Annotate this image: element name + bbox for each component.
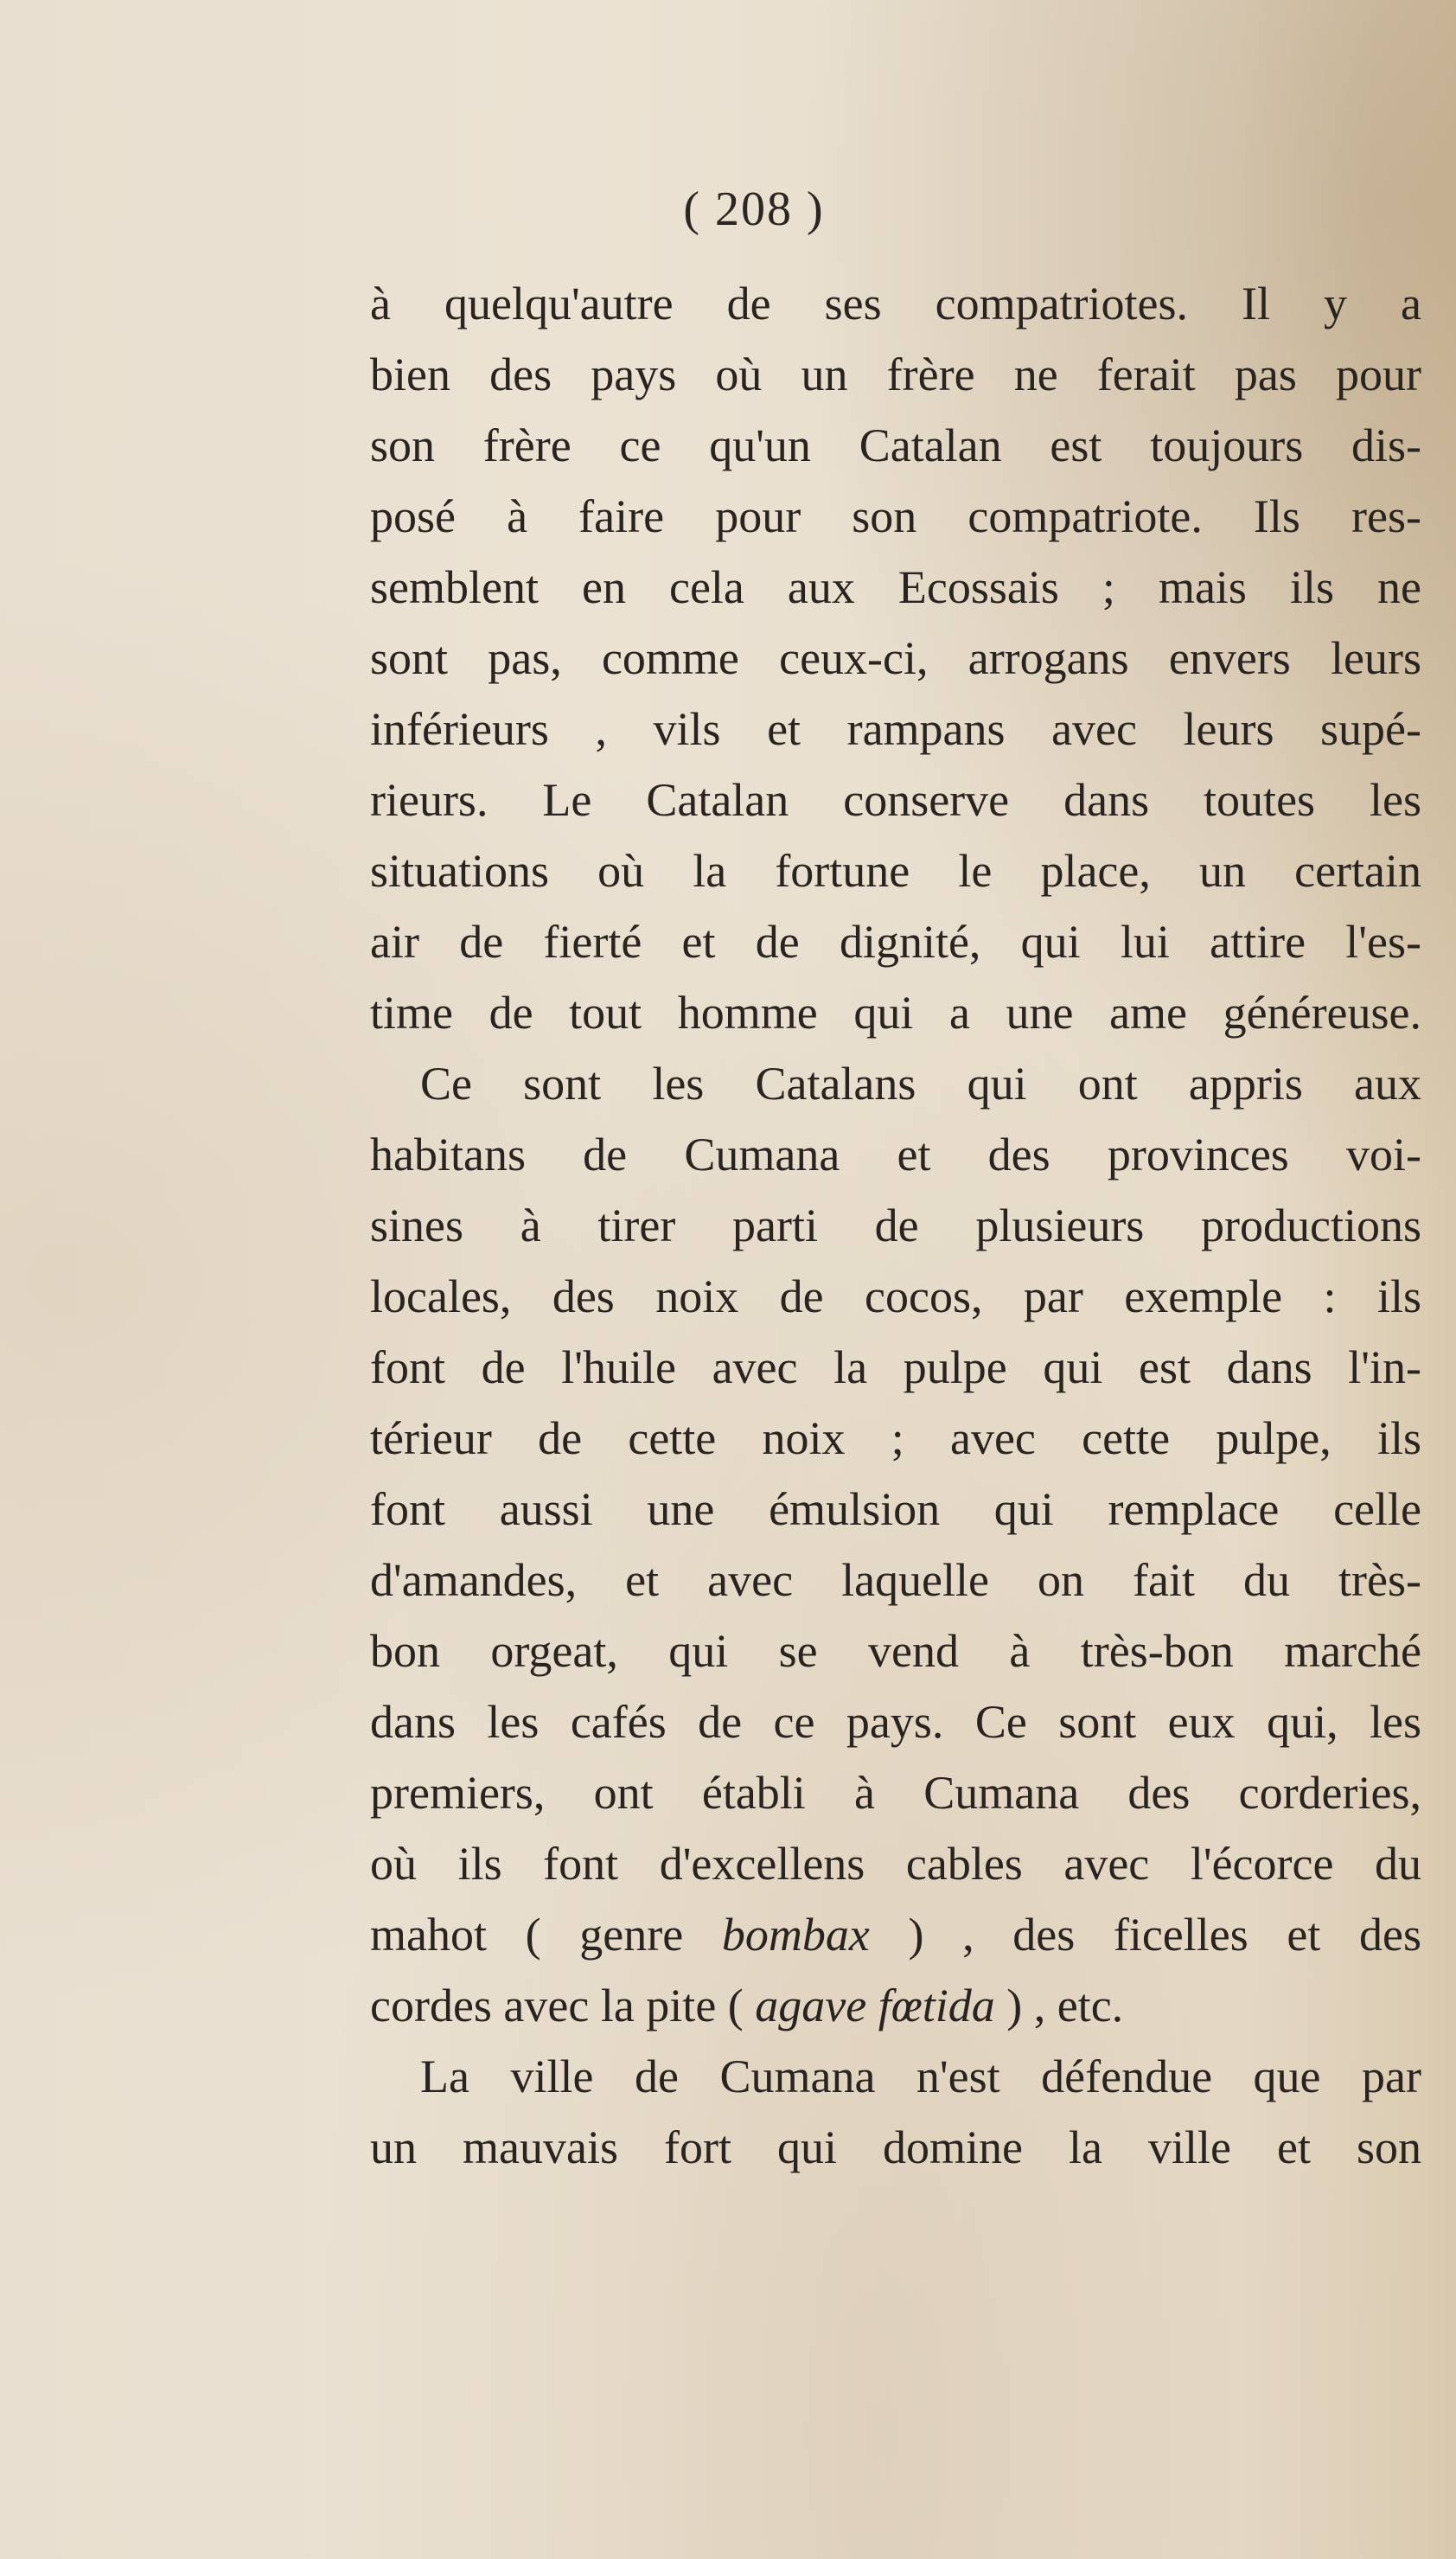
text-line: semblent en cela aux Ecossais ; mais ils ne [370,561,1421,613]
text-segment: cordes avec la pite ( [370,1980,756,2031]
text-segment: ) , etc. [994,1980,1124,2031]
text-line: locales, des noix de cocos, par exemple : ils [370,1270,1421,1322]
body-text [370,268,1421,2183]
text-line: où ils font d'excellens cables avec l'écorce du [370,1838,1421,1890]
text-line: bien des pays où un frère ne ferait pas pour [370,349,1421,400]
text-line: bon orgeat, qui se vend à très-bon marché [370,1625,1421,1677]
text-line: rieurs. Le Catalan conserve dans toutes les [370,774,1421,826]
text-line: térieur de cette noix ; avec cette pulpe, ils [370,1412,1421,1464]
text-segment: ) , des ficelles et des [869,1909,1422,1961]
text-line: Ce sont les Catalans qui ont appris aux [420,1058,1421,1110]
text-line: posé à faire pour son compatriote. Ils res- [370,490,1421,542]
text-line: son frère ce qu'un Catalan est toujours dis- [370,419,1421,471]
text-line: un mauvais fort qui domine la ville et son [370,2121,1421,2173]
text-line: sines à tirer parti de plusieurs productions [370,1200,1421,1251]
text-line: time de tout homme qui a une ame généreuse. [370,987,1421,1039]
text-line: d'amandes, et avec laquelle on fait du très- [370,1554,1421,1606]
italic-term: bombax [721,1909,870,1961]
text-line: inférieurs , vils et rampans avec leurs supé- [370,703,1421,755]
text-line: habitans de Cumana et des provinces voi- [370,1129,1421,1180]
text-line: font de l'huile avec la pulpe qui est dans l'in- [370,1341,1421,1393]
text-line: La ville de Cumana n'est défendue que par [420,2050,1421,2102]
text-line: font aussi une émulsion qui remplace celle [370,1483,1421,1535]
text-line-cordes [370,1970,1421,2041]
text-line: sont pas, comme ceux-ci, arrogans envers leurs [370,632,1421,684]
italic-term: agave fœtida [755,1980,995,2031]
text-line: situations où la fortune le place, un certain [370,845,1421,897]
text-line: dans les cafés de ce pays. Ce sont eux qui, les [370,1696,1421,1748]
text-line: premiers, ont établi à Cumana des corderies, [370,1767,1421,1819]
page-number: ( 208 ) [683,182,825,236]
text-segment: mahot ( genre [370,1909,722,1961]
text-line: air de fierté et de dignité, qui lui attire l'es- [370,916,1421,968]
text-line-mahot [370,1899,1421,1970]
text-line: à quelqu'autre de ses compatriotes. Il y a [370,278,1421,329]
